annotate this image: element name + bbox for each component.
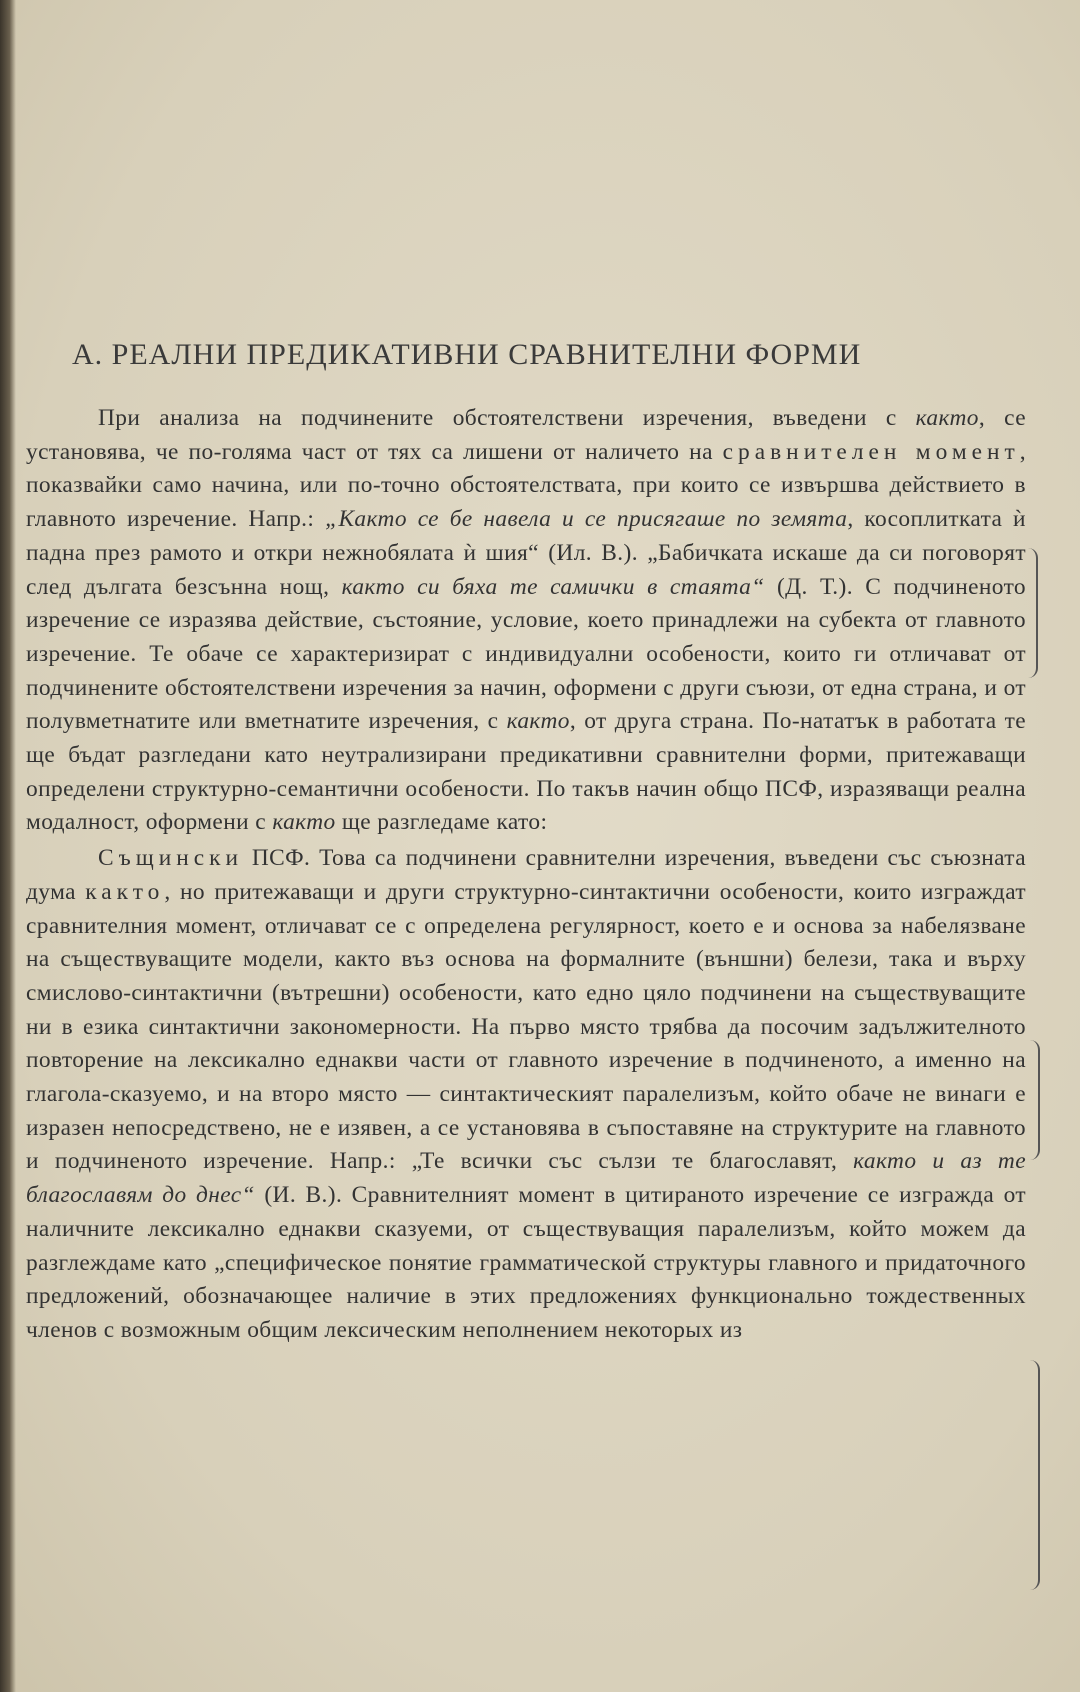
margin-bracket-mark xyxy=(1024,548,1038,678)
body-text xyxy=(26,402,1026,1348)
paragraph-2: Същински ПСФ. Това са подчинени сравнителни изречения, въведени със съюзната дума както, но притежаващи и други структурно-синтактични особености, които изграждат сравнителния момент, отличават се с определена регулярност, което е и основа за набелязване на съществуващите модели, както въз основа на формалните (външни) белези, така и върху смислово-синтактични (вътрешни) особености, като едно цяло подчинени на съществуващите ни в езика синтактични закономерности. На първо място трябва да посочим задължителното повторение на лексикално еднакви части от главното изречение в подчиненото, а именно на глагола-сказуемо, и на второ място — синтактическият паралелизъм, който обаче не винаги е изразен непосредствено, не е изявен, а се установява в съпоставяне на структурите на главното и подчиненото изречение. Напр.: „Те всички със сълзи те благославят, както и аз те благославям до днес“ (И. В.). Сравнителният момент в цитираното изречение се изгражда от наличните лексикално еднакви сказуеми, от съществуващия паралелизъм, който можем да разглеждаме като „специфическое понятие грамматической структуры главного и придаточного предложений, обозначающее наличие в этих предложениях функционально тождественных членов с возможным общим лексическим неполнением некоторых из xyxy=(26,845,1026,1343)
margin-bracket-mark xyxy=(1026,1040,1040,1160)
paragraph-1: При анализа на подчинените обстоятелствени изречения, въведени с както, се установява, че по-голяма част от тях са лишени от наличето на сравнителен момент, показвайки само начина, или по-точно обстоятелствата, при които се извършва действието в главното изречение. Напр.: „Както се бе навела и се присягаше по земята, косоплитката ѝ падна през рамото и откри нежнобялата ѝ шия“ (Ил. В.). „Бабичката искаше да си поговорят след дългата безсънна нощ, както си бяха те самички в стаята“ (Д. Т.). С подчиненото изречение се изразява действие, състояние, условие, което принадлежи на субекта от главното изречение. Те обаче се характеризират с индивидуални особености, които ги отличават от подчинените обстоятелствени изречения за начин, оформени с други съюзи, от една страна, и от полувметнатите или вметнатите изречения, с както, от друга страна. По-нататък в работата те ще бъдат разгледани като неутрализирани предикативни сравнителни форми, притежаващи определени структурно-семантични особености. По такъв начин общо ПСФ, изразяващи реална модалност, оформени с както ще разгледаме като: xyxy=(26,405,1027,836)
margin-bracket-mark xyxy=(1026,1360,1040,1590)
section-heading: А. РЕАЛНИ ПРЕДИКАТИВНИ СРАВНИТЕЛНИ ФОРМИ xyxy=(72,338,862,371)
book-binding-shadow xyxy=(0,0,16,1692)
